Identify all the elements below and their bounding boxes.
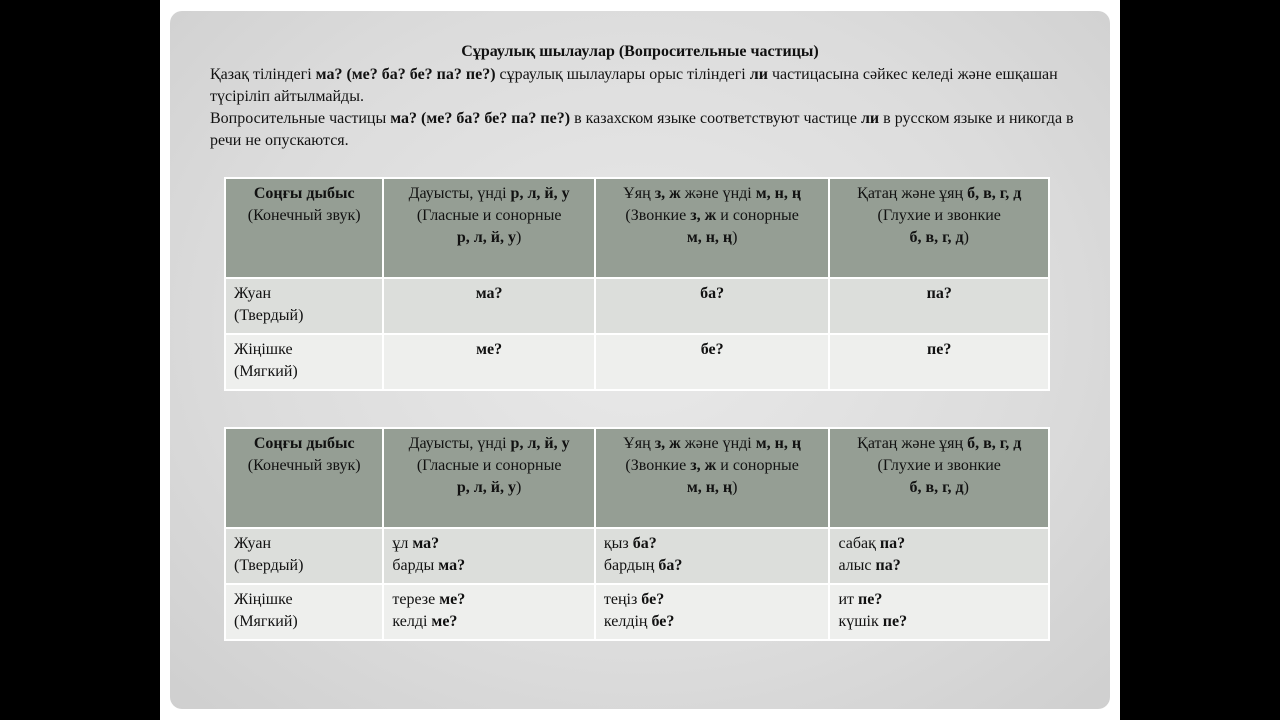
paragraph-russian-part: Вопросительные частицы bbox=[210, 110, 391, 127]
table-cell: ма? bbox=[383, 278, 595, 334]
header-vowels-sonorants: Дауысты, үнді р, л, й, у (Гласные и сонорные р, л, й, у) bbox=[383, 178, 595, 278]
particle-li: ли bbox=[860, 110, 880, 127]
paragraph-kazakh-part: частицасына сәйкес келеді және ешқашан түсіріліп айтылмайды. bbox=[210, 66, 1058, 105]
header-voiced-sonorants: Ұяң з, ж және үнді м, н, ң (Звонкие з, ж и сонорные м, н, ң) bbox=[595, 178, 830, 278]
table-cell: па? bbox=[829, 278, 1049, 334]
table-cell: бе? bbox=[595, 334, 830, 390]
paragraph-kazakh bbox=[210, 64, 1090, 108]
header-vowels-sonorants: Дауысты, үнді р, л, й, у (Гласные и сонорные р, л, й, у) bbox=[383, 428, 595, 528]
table-header-row bbox=[225, 178, 1049, 278]
particles-list: ма? (ме? ба? бе? па? пе?) bbox=[390, 110, 571, 127]
particles-table bbox=[224, 177, 1050, 391]
example-cell: сабақ па? алыс па? bbox=[829, 528, 1049, 584]
table-row-soft bbox=[225, 334, 1049, 390]
paragraph-kazakh-part: Қазақ тіліндегі bbox=[210, 66, 316, 83]
header-voiceless-voiced: Қатаң және ұяң б, в, г, д (Глухие и звонкие б, в, г, д) bbox=[829, 178, 1049, 278]
header-final-sound: Соңғы дыбыс (Конечный звук) bbox=[225, 178, 383, 278]
row-label-soft: Жіңішке (Мягкий) bbox=[225, 334, 383, 390]
table-cell: пе? bbox=[829, 334, 1049, 390]
example-cell: қыз ба? бардың ба? bbox=[595, 528, 830, 584]
row-label-hard: Жуан (Твердый) bbox=[225, 528, 383, 584]
row-label-hard: Жуан (Твердый) bbox=[225, 278, 383, 334]
paragraph-russian bbox=[210, 108, 1090, 152]
paragraph-russian-part: в казахском языке соответствуют частице bbox=[570, 110, 861, 127]
slide-title: Сұраулық шылаулар (Вопросительные частицы) bbox=[461, 43, 819, 60]
paragraph-kazakh-part: сұраулық шылаулары орыс тіліндегі bbox=[495, 66, 750, 83]
example-cell: ит пе? күшік пе? bbox=[829, 584, 1049, 640]
example-cell: теңіз бе? келдің бе? bbox=[595, 584, 830, 640]
page bbox=[160, 0, 1120, 720]
row-label-soft: Жіңішке (Мягкий) bbox=[225, 584, 383, 640]
slide bbox=[170, 11, 1110, 709]
table-header-row bbox=[225, 428, 1049, 528]
paragraph-russian-part: в русском языке и никогда в речи не опускаются. bbox=[210, 110, 1074, 149]
header-voiced-sonorants: Ұяң з, ж және үнді м, н, ң (Звонкие з, ж и сонорные м, н, ң) bbox=[595, 428, 830, 528]
particles-list: ма? (ме? ба? бе? па? пе?) bbox=[315, 66, 496, 83]
table-row-hard bbox=[225, 278, 1049, 334]
table-row-hard bbox=[225, 528, 1049, 584]
header-final-sound: Соңғы дыбыс (Конечный звук) bbox=[225, 428, 383, 528]
header-voiceless-voiced: Қатаң және ұяң б, в, г, д (Глухие и звонкие б, в, г, д) bbox=[829, 428, 1049, 528]
examples-table bbox=[224, 427, 1050, 641]
table-cell: ба? bbox=[595, 278, 830, 334]
particle-li: ли bbox=[749, 66, 768, 83]
example-cell: терезе ме? келді ме? bbox=[383, 584, 595, 640]
table-cell: ме? bbox=[383, 334, 595, 390]
table-row-soft bbox=[225, 584, 1049, 640]
example-cell: ұл ма? барды ма? bbox=[383, 528, 595, 584]
